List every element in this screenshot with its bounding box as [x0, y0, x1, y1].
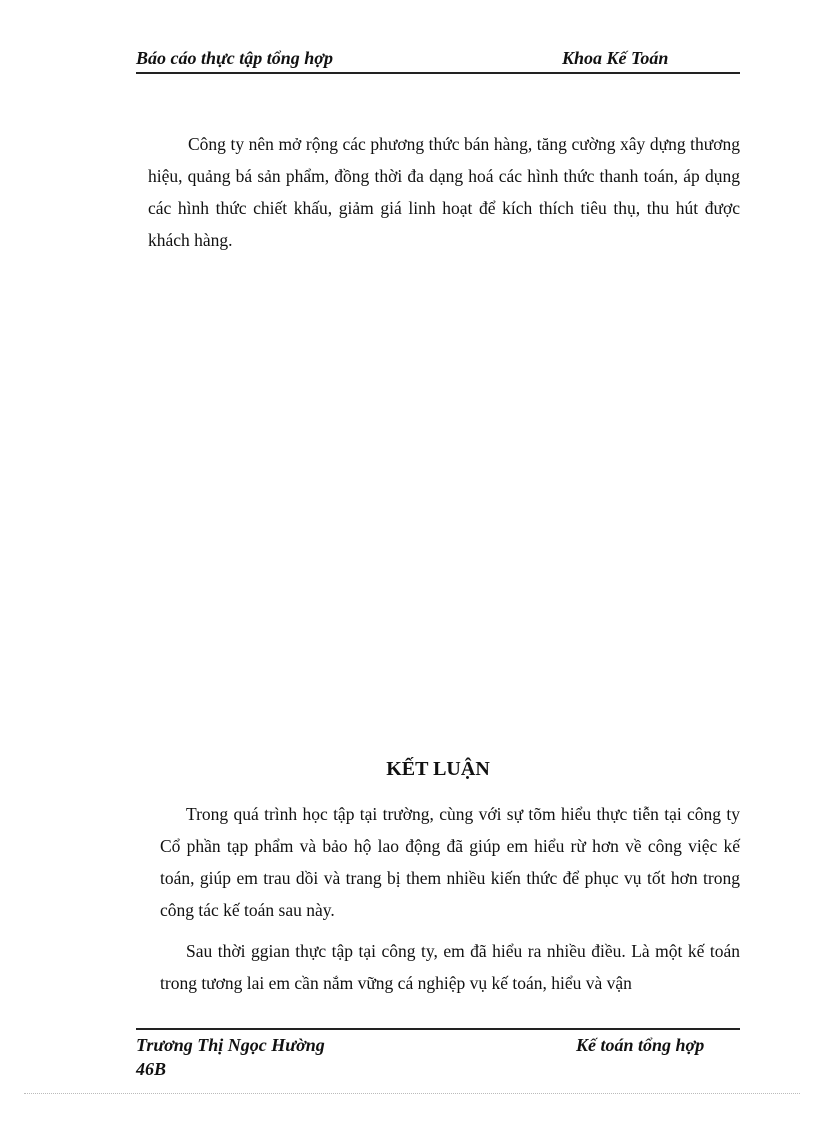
page-bottom-divider [24, 1093, 800, 1094]
major-name: Kế toán tổng hợp [576, 1035, 705, 1055]
section-title: KẾT LUẬN [386, 758, 490, 780]
paragraph-conclusion-1-text: Trong quá trình học tập tại trường, cùng với sự tõm hiểu thực tiễn tại công ty Cổ phần tạp phẩm và bảo hộ lao động đã giúp em hiểu rừ hơn về công việc kế toán, giúp em trau dồi và trang bị them nhiều kiến thức để phục vụ tốt hơn trong công tác kế toán sau này. [160, 804, 740, 920]
author-name: Trương Thị Ngọc Hường [136, 1035, 325, 1055]
paragraph-conclusion-2-text: Sau thời ggian thực tập tại công ty, em đã hiểu ra nhiều điều. Là một kế toán trong tương lai em cần nắm vững cá nghiệp vụ kế toán, hiểu và vận [160, 941, 740, 993]
paragraph-recommendation [148, 128, 740, 256]
paragraph-conclusion-2 [160, 935, 740, 999]
class-name: 46B [136, 1059, 167, 1079]
page-footer [136, 1028, 740, 1080]
paragraph-recommendation-text: Công ty nên mở rộng các phương thức bán hàng, tăng cường xây dựng thương hiệu, quảng bá sản phẩm, đồng thời đa dạng hoá các hình thức thanh toán, áp dụng các hình thức chiết khấu, giảm giá linh hoạt để kích thích tiêu thụ, thu hút được khách hàng. [148, 134, 740, 250]
paragraph-conclusion-1 [160, 798, 740, 926]
page-header [136, 48, 740, 74]
report-title: Báo cáo thực tập tổng hợp [136, 48, 333, 68]
department-name: Khoa Kế Toán [562, 48, 669, 68]
